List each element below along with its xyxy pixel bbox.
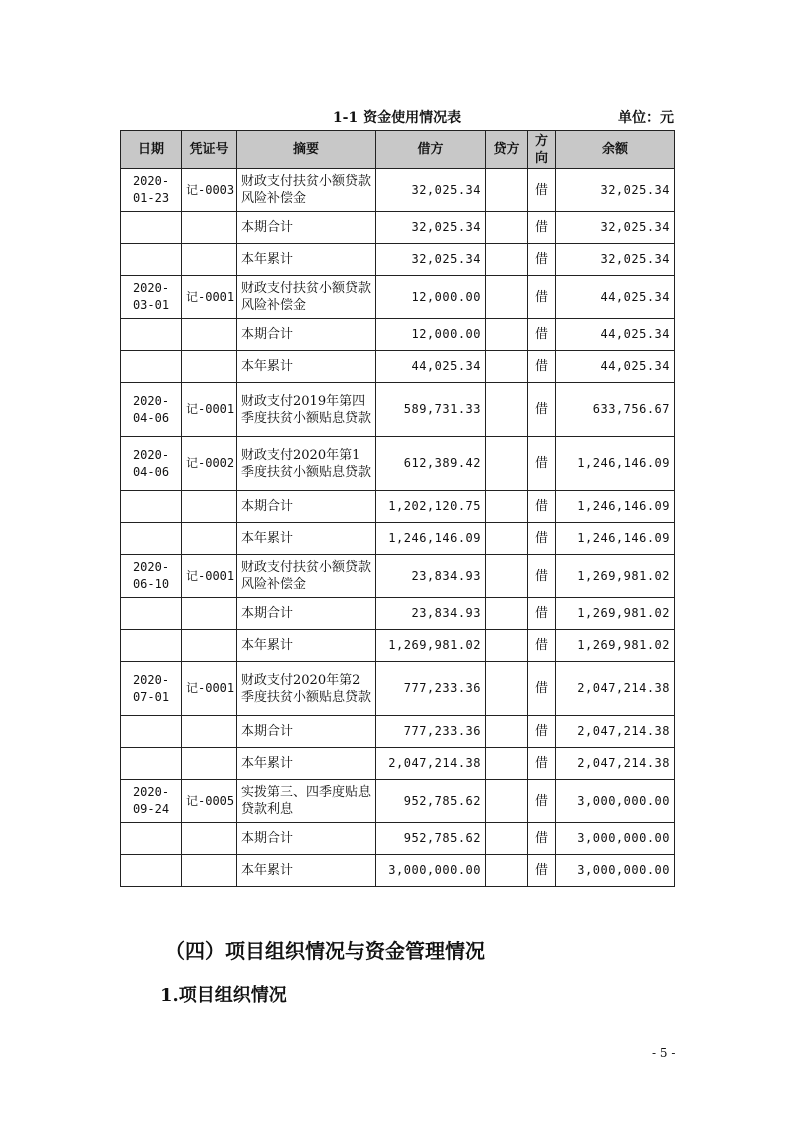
cell-voucher: [182, 855, 237, 887]
cell-direction: 借: [528, 212, 556, 244]
cell-debit: 3,000,000.00: [376, 855, 486, 887]
cell-debit: 952,785.62: [376, 780, 486, 823]
cell-voucher: 记-0001: [182, 383, 237, 437]
table-row: [121, 748, 675, 780]
cell-summary: 本年累计: [237, 351, 376, 383]
cell-date: [121, 598, 182, 630]
cell-balance: 32,025.34: [556, 169, 675, 212]
cell-balance: 2,047,214.38: [556, 748, 675, 780]
header-direction: 方向: [528, 131, 556, 169]
cell-summary: 本年累计: [237, 630, 376, 662]
subsection-heading: 1.项目组织情况: [160, 985, 287, 1006]
cell-date: 2020-01-23: [121, 169, 182, 212]
cell-direction: 借: [528, 780, 556, 823]
header-credit: 贷方: [486, 131, 528, 169]
header-date: 日期: [121, 131, 182, 169]
header-voucher: 凭证号: [182, 131, 237, 169]
cell-summary: 本期合计: [237, 491, 376, 523]
cell-voucher: [182, 244, 237, 276]
cell-balance: 1,246,146.09: [556, 491, 675, 523]
cell-date: [121, 748, 182, 780]
table-row: [121, 716, 675, 748]
cell-credit: [486, 630, 528, 662]
cell-direction: 借: [528, 523, 556, 555]
cell-direction: 借: [528, 491, 556, 523]
table-row: [121, 823, 675, 855]
cell-debit: 777,233.36: [376, 662, 486, 716]
cell-direction: 借: [528, 276, 556, 319]
cell-credit: [486, 383, 528, 437]
cell-balance: 1,269,981.02: [556, 555, 675, 598]
cell-date: [121, 523, 182, 555]
table-row: [121, 855, 675, 887]
cell-debit: 12,000.00: [376, 276, 486, 319]
cell-direction: 借: [528, 748, 556, 780]
cell-credit: [486, 662, 528, 716]
cell-date: [121, 630, 182, 662]
cell-credit: [486, 169, 528, 212]
table-row: [121, 662, 675, 716]
cell-date: [121, 351, 182, 383]
cell-credit: [486, 276, 528, 319]
fund-usage-table: [120, 130, 675, 887]
cell-voucher: 记-0003: [182, 169, 237, 212]
cell-summary: 财政支付扶贫小额贷款风险补偿金: [237, 169, 376, 212]
cell-direction: 借: [528, 169, 556, 212]
cell-credit: [486, 244, 528, 276]
cell-debit: 1,202,120.75: [376, 491, 486, 523]
cell-date: 2020-07-01: [121, 662, 182, 716]
cell-summary: 本期合计: [237, 319, 376, 351]
cell-date: 2020-09-24: [121, 780, 182, 823]
cell-debit: 12,000.00: [376, 319, 486, 351]
cell-credit: [486, 748, 528, 780]
table-row: [121, 491, 675, 523]
table-row: [121, 437, 675, 491]
cell-balance: 1,269,981.02: [556, 630, 675, 662]
cell-summary: 本年累计: [237, 523, 376, 555]
cell-summary: 本期合计: [237, 716, 376, 748]
cell-credit: [486, 598, 528, 630]
cell-balance: 3,000,000.00: [556, 823, 675, 855]
cell-direction: 借: [528, 598, 556, 630]
cell-direction: 借: [528, 319, 556, 351]
cell-date: [121, 319, 182, 351]
cell-voucher: [182, 748, 237, 780]
cell-credit: [486, 437, 528, 491]
table-row: [121, 630, 675, 662]
header-row: [121, 131, 675, 169]
table-caption: [120, 107, 674, 127]
table-row: [121, 523, 675, 555]
cell-date: [121, 491, 182, 523]
cell-summary: 本期合计: [237, 212, 376, 244]
cell-summary: 财政支付2019年第四季度扶贫小额贴息贷款: [237, 383, 376, 437]
cell-voucher: [182, 319, 237, 351]
cell-debit: 2,047,214.38: [376, 748, 486, 780]
table-row: [121, 555, 675, 598]
header-summary: 摘要: [237, 131, 376, 169]
cell-voucher: [182, 523, 237, 555]
cell-direction: 借: [528, 662, 556, 716]
cell-credit: [486, 319, 528, 351]
cell-debit: 23,834.93: [376, 555, 486, 598]
cell-debit: 589,731.33: [376, 383, 486, 437]
cell-date: [121, 244, 182, 276]
cell-date: [121, 823, 182, 855]
cell-debit: 612,389.42: [376, 437, 486, 491]
cell-summary: 财政支付扶贫小额贷款风险补偿金: [237, 276, 376, 319]
cell-credit: [486, 855, 528, 887]
cell-direction: 借: [528, 351, 556, 383]
table-row: [121, 244, 675, 276]
cell-credit: [486, 555, 528, 598]
table-row: [121, 169, 675, 212]
cell-voucher: [182, 716, 237, 748]
table-title: 1-1 资金使用情况表: [332, 110, 462, 126]
cell-direction: 借: [528, 716, 556, 748]
cell-summary: 本年累计: [237, 855, 376, 887]
cell-credit: [486, 523, 528, 555]
cell-direction: 借: [528, 823, 556, 855]
cell-debit: 44,025.34: [376, 351, 486, 383]
cell-direction: 借: [528, 855, 556, 887]
cell-summary: 本期合计: [237, 823, 376, 855]
cell-direction: 借: [528, 383, 556, 437]
cell-debit: 32,025.34: [376, 169, 486, 212]
cell-voucher: [182, 351, 237, 383]
cell-balance: 3,000,000.00: [556, 780, 675, 823]
cell-voucher: [182, 598, 237, 630]
cell-summary: 本期合计: [237, 598, 376, 630]
cell-credit: [486, 212, 528, 244]
unit-label: 单位：元: [618, 110, 674, 126]
cell-balance: 3,000,000.00: [556, 855, 675, 887]
cell-balance: 44,025.34: [556, 319, 675, 351]
cell-credit: [486, 351, 528, 383]
cell-summary: 财政支付扶贫小额贷款风险补偿金: [237, 555, 376, 598]
cell-balance: 1,269,981.02: [556, 598, 675, 630]
cell-credit: [486, 491, 528, 523]
cell-debit: 1,269,981.02: [376, 630, 486, 662]
table-row: [121, 598, 675, 630]
cell-credit: [486, 780, 528, 823]
cell-summary: 实拨第三、四季度贴息贷款利息: [237, 780, 376, 823]
cell-date: 2020-04-06: [121, 437, 182, 491]
cell-direction: 借: [528, 630, 556, 662]
cell-debit: 32,025.34: [376, 212, 486, 244]
cell-balance: 32,025.34: [556, 212, 675, 244]
header-balance: 余额: [556, 131, 675, 169]
section-heading: （四）项目组织情况与资金管理情况: [165, 939, 485, 963]
cell-debit: 32,025.34: [376, 244, 486, 276]
cell-direction: 借: [528, 437, 556, 491]
table-row: [121, 351, 675, 383]
cell-balance: 633,756.67: [556, 383, 675, 437]
cell-balance: 44,025.34: [556, 351, 675, 383]
cell-direction: 借: [528, 555, 556, 598]
cell-balance: 44,025.34: [556, 276, 675, 319]
table-row: [121, 780, 675, 823]
cell-voucher: 记-0001: [182, 662, 237, 716]
cell-credit: [486, 823, 528, 855]
cell-debit: 1,246,146.09: [376, 523, 486, 555]
cell-balance: 2,047,214.38: [556, 662, 675, 716]
cell-date: 2020-04-06: [121, 383, 182, 437]
cell-date: [121, 716, 182, 748]
cell-voucher: [182, 630, 237, 662]
cell-voucher: 记-0002: [182, 437, 237, 491]
cell-date: 2020-03-01: [121, 276, 182, 319]
cell-balance: 32,025.34: [556, 244, 675, 276]
cell-balance: 1,246,146.09: [556, 437, 675, 491]
cell-date: [121, 855, 182, 887]
cell-summary: 财政支付2020年第2季度扶贫小额贴息贷款: [237, 662, 376, 716]
cell-voucher: [182, 491, 237, 523]
table-row: [121, 212, 675, 244]
cell-voucher: [182, 823, 237, 855]
cell-summary: 财政支付2020年第1季度扶贫小额贴息贷款: [237, 437, 376, 491]
cell-debit: 952,785.62: [376, 823, 486, 855]
cell-summary: 本年累计: [237, 748, 376, 780]
cell-credit: [486, 716, 528, 748]
cell-debit: 777,233.36: [376, 716, 486, 748]
table-row: [121, 319, 675, 351]
cell-direction: 借: [528, 244, 556, 276]
cell-voucher: 记-0001: [182, 276, 237, 319]
cell-balance: 2,047,214.38: [556, 716, 675, 748]
page-number: - 5 -: [652, 1046, 676, 1060]
table-row: [121, 383, 675, 437]
cell-voucher: 记-0001: [182, 555, 237, 598]
cell-date: [121, 212, 182, 244]
cell-balance: 1,246,146.09: [556, 523, 675, 555]
header-debit: 借方: [376, 131, 486, 169]
cell-summary: 本年累计: [237, 244, 376, 276]
cell-voucher: [182, 212, 237, 244]
cell-voucher: 记-0005: [182, 780, 237, 823]
table-row: [121, 276, 675, 319]
cell-debit: 23,834.93: [376, 598, 486, 630]
cell-date: 2020-06-10: [121, 555, 182, 598]
